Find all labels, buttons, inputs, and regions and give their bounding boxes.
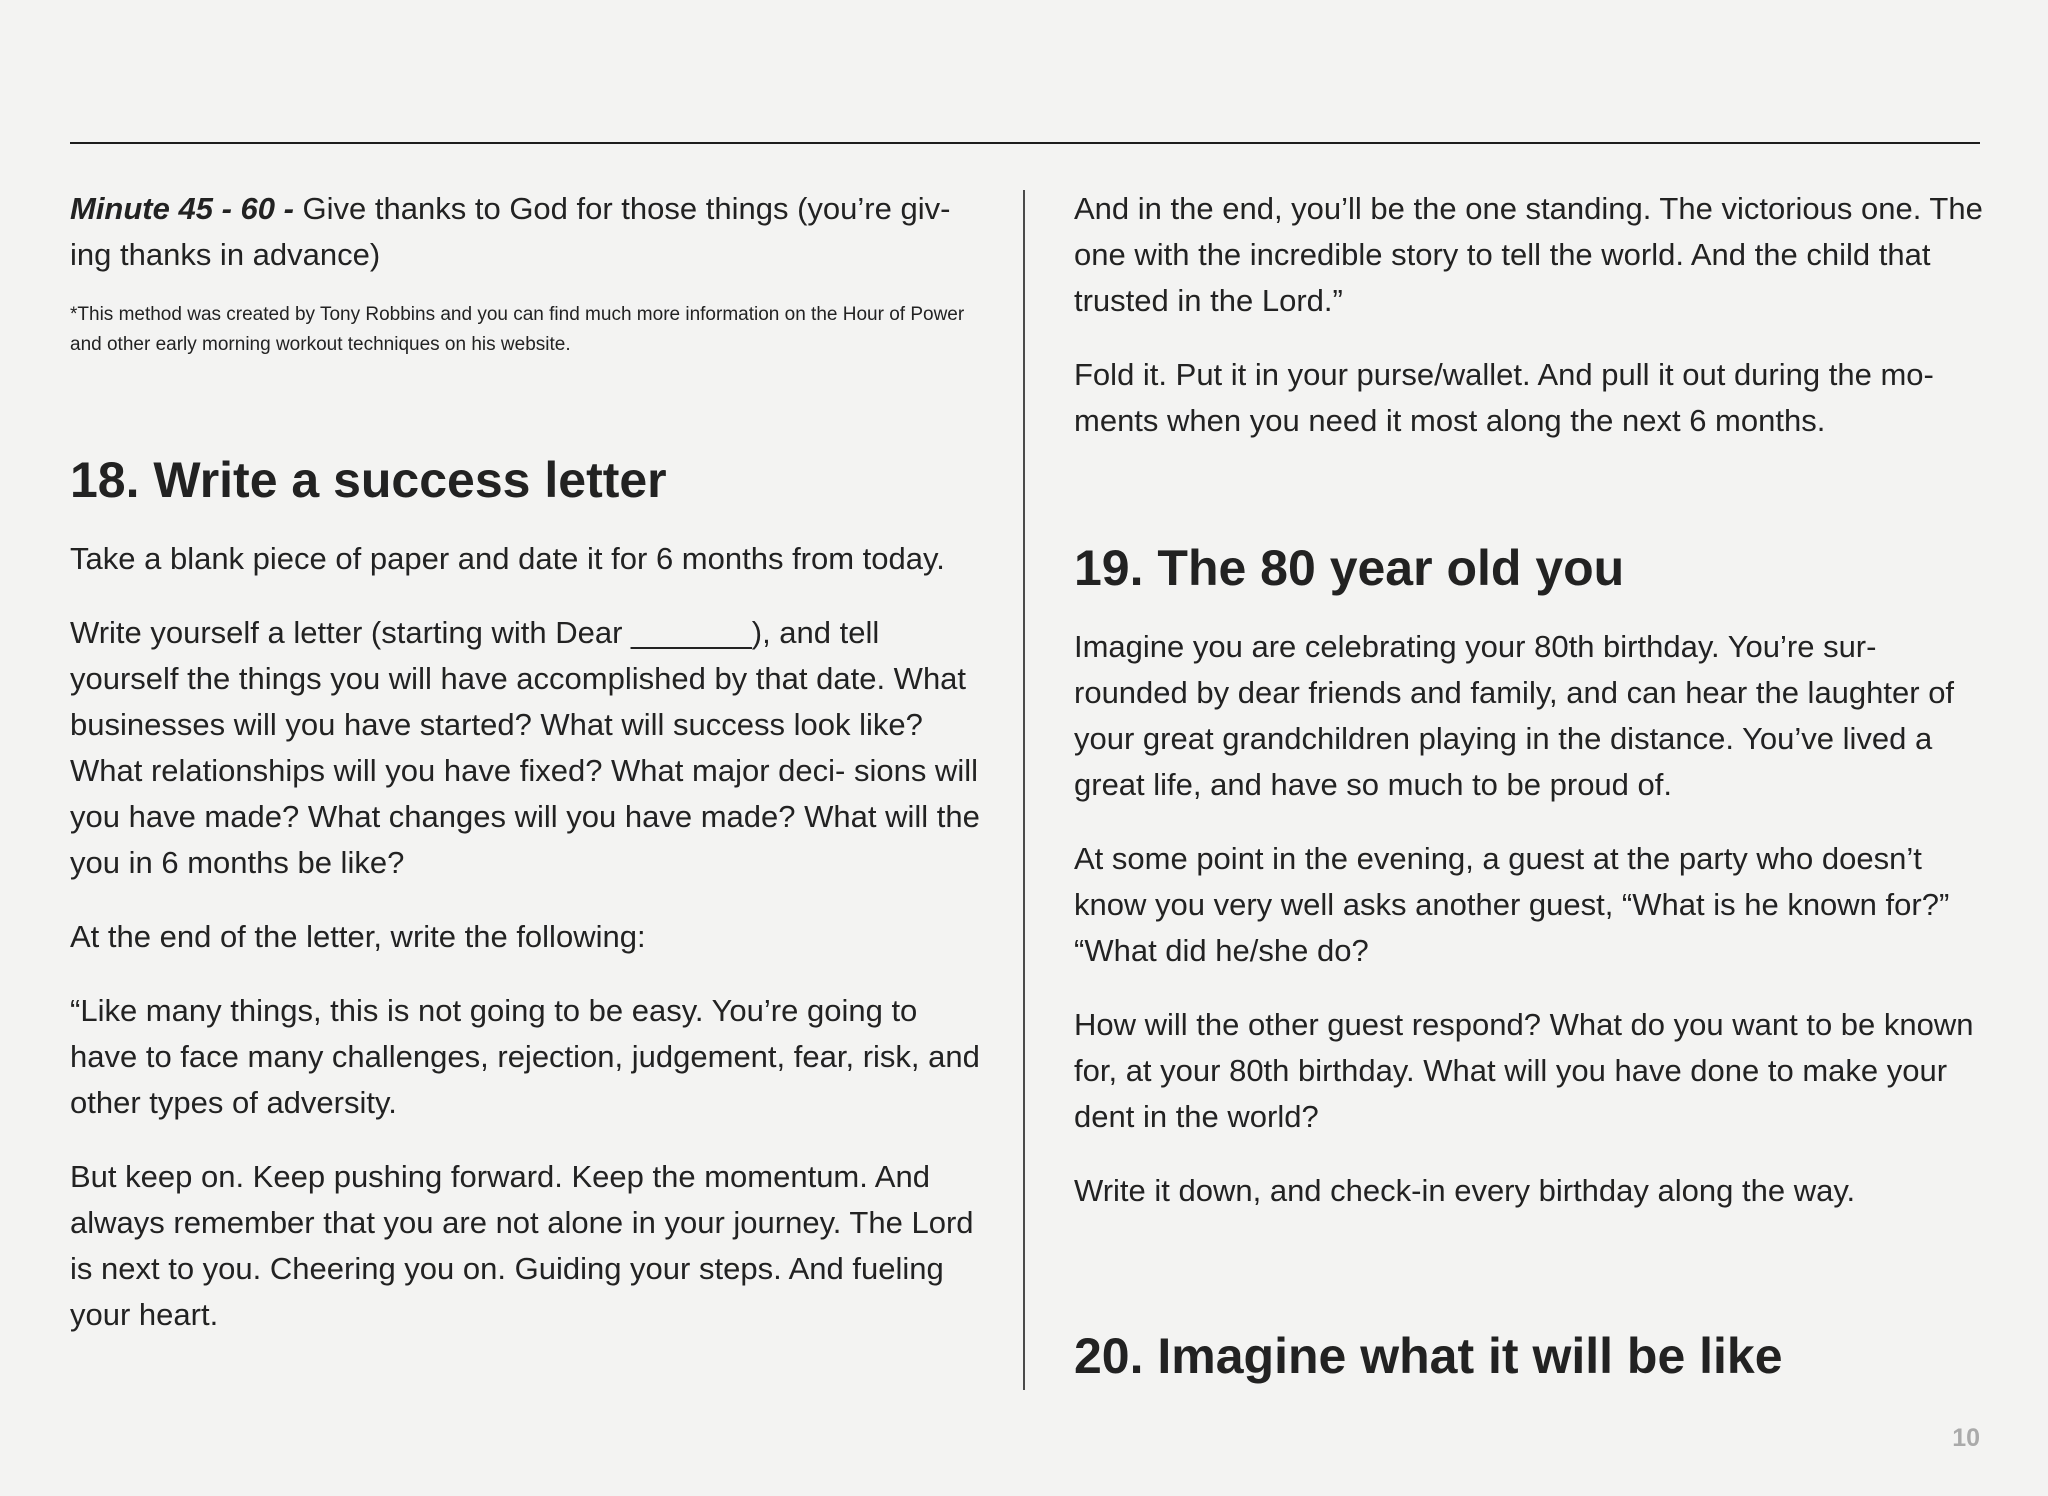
- paragraph: Write it down, and check-in every birthday along the way.: [1074, 1173, 1856, 1208]
- right-column: [1074, 186, 1986, 1386]
- paragraph: Take a blank piece of paper and date it for 6 months from today.: [70, 541, 945, 576]
- paragraph: Write yourself a letter (starting with Dear _______), and tell yourself the things you will have accomplished by that date. What businesses will you have started? What will success look like? What relationships will you have fixed? What major deci- sions will you have made? What changes will you have made? What will the you in 6 months be like?: [70, 615, 980, 880]
- paragraph: And in the end, you’ll be the one standing. The victorious one. The one with the incredible story to tell the world. And the child that trusted in the Lord.”: [1074, 191, 1983, 318]
- minute-text: Give thanks to God for those things (you’re giv- ing thanks in advance): [70, 191, 951, 272]
- minute-45-60-paragraph: [70, 186, 985, 278]
- top-rule: [70, 142, 1980, 144]
- section-heading-20: 20. Imagine what it will be like: [1074, 1328, 1783, 1384]
- paragraph: Fold it. Put it in your purse/wallet. And pull it out during the mo- ments when you need it most along the next 6 months.: [1074, 357, 1934, 438]
- minute-lead: Minute 45 - 60 -: [70, 191, 303, 226]
- paragraph: “Like many things, this is not going to be easy. You’re going to have to face many challenges, rejection, judgement, fear, risk, and other types of adversity.: [70, 993, 980, 1120]
- section-heading-19: 19. The 80 year old you: [1074, 540, 1625, 596]
- paragraph: At some point in the evening, a guest at the party who doesn’t know you very well asks another guest, “What is he known for?” “What did he/she do?: [1074, 841, 1950, 968]
- section-heading-18: 18. Write a success letter: [70, 452, 667, 508]
- footnote: *This method was created by Tony Robbins and you can find much more information on the Hour of Power and other early morning workout techniques on his website.: [70, 304, 965, 355]
- left-column: [70, 186, 985, 1366]
- paragraph: At the end of the letter, write the following:: [70, 919, 646, 954]
- paragraph: Imagine you are celebrating your 80th birthday. You’re sur- rounded by dear friends and family, and can hear the laughter of your great grandchildren playing in the distance. You’ve lived a great life, and have so much to be proud of.: [1074, 629, 1955, 802]
- paragraph: How will the other guest respond? What do you want to be known for, at your 80th birthday. What will you have done to make your dent in the world?: [1074, 1007, 1974, 1134]
- column-divider: [1023, 190, 1025, 1390]
- paragraph: But keep on. Keep pushing forward. Keep the momentum. And always remember that you are not alone in your journey. The Lord is next to you. Cheering you on. Guiding your steps. And fueling your heart.: [70, 1159, 974, 1332]
- page-number: 10: [1952, 1424, 1980, 1452]
